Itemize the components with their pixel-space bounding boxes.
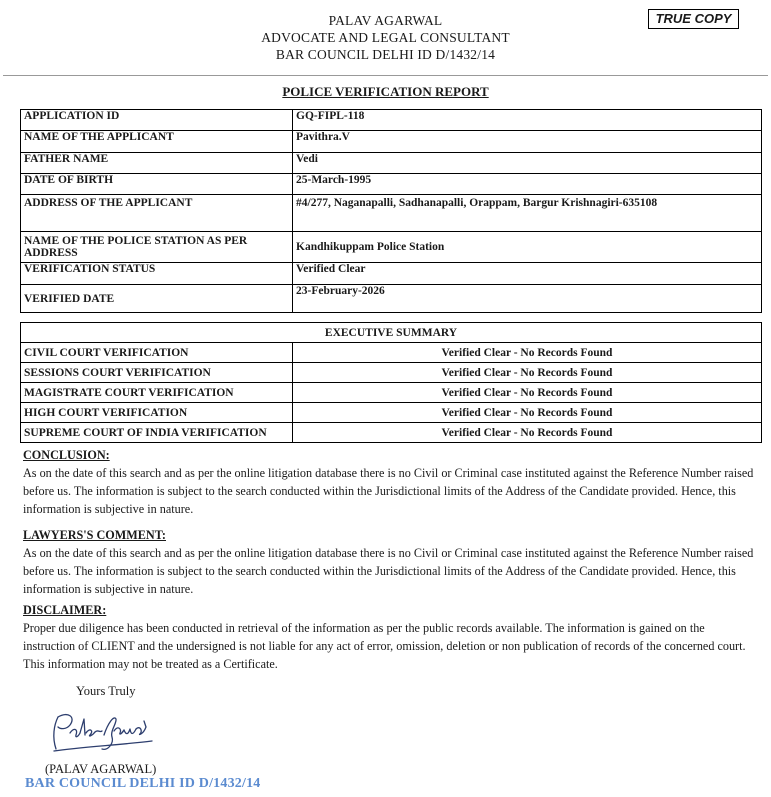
row-label: SESSIONS COURT VERIFICATION (21, 363, 293, 383)
row-label: APPLICATION ID (21, 110, 293, 131)
row-label: MAGISTRATE COURT VERIFICATION (21, 383, 293, 403)
row-label: HIGH COURT VERIFICATION (21, 403, 293, 423)
row-value: Verified Clear - No Records Found (293, 383, 762, 403)
signature-image (40, 705, 160, 760)
row-value: Verified Clear (293, 263, 762, 285)
conclusion-text: As on the date of this search and as per the online litigation database there is no Civil or Criminal case instituted against the Reference Number raised before us. The information is subject to the search conducted within the Jurisdictional limits of the Address of the Candidate provided. Hence, this information is subjective in nature. (23, 466, 754, 516)
table-row (21, 232, 762, 263)
row-label: CIVIL COURT VERIFICATION (21, 343, 293, 363)
row-label: VERIFIED DATE (21, 285, 293, 313)
row-value: Pavithra.V (293, 131, 762, 153)
row-value: GQ-FIPL-118 (293, 110, 762, 131)
row-label: VERIFICATION STATUS (21, 263, 293, 285)
row-value: 23-February-2026 (293, 285, 762, 313)
row-value: Verified Clear - No Records Found (293, 423, 762, 443)
row-label: DATE OF BIRTH (21, 174, 293, 195)
bar-council-id: BAR COUNCIL DELHI ID D/1432/14 (275, 47, 496, 62)
advocate-name: PALAV AGARWAL (328, 13, 443, 28)
row-value: Verified Clear - No Records Found (293, 403, 762, 423)
lawyers-comment-text: As on the date of this search and as per the online litigation database there is no Civil or Criminal case instituted against the Reference Number raised before us. The information is subject to the search conducted within the Jurisdictional limits of the Address of the Candidate provided. Hence, this information is subjective in nature. (23, 546, 754, 596)
report-title: POLICE VERIFICATION REPORT (282, 84, 489, 99)
applicant-details-table (20, 109, 762, 313)
summary-heading: EXECUTIVE SUMMARY (21, 323, 762, 343)
disclaimer-section (23, 601, 758, 673)
row-value: Verified Clear - No Records Found (293, 343, 762, 363)
table-header-row (21, 323, 762, 343)
table-row (21, 363, 762, 383)
row-label: ADDRESS OF THE APPLICANT (21, 195, 293, 232)
row-label: SUPREME COURT OF INDIA VERIFICATION (21, 423, 293, 443)
table-row (21, 131, 762, 153)
row-value: Verified Clear - No Records Found (293, 363, 762, 383)
signatory-name: (PALAV AGARWAL) (45, 762, 157, 776)
table-row (21, 383, 762, 403)
disclaimer-text: Proper due diligence has been conducted in retrieval of the information as per the public records available. The information is gained on the instruction of CLIENT and the undersigned is not liable for any act of error, omission, deletion or non publication of records of the concerned court. This information may not be treated as a Certificate. (23, 621, 746, 671)
table-row (21, 285, 762, 313)
row-label: NAME OF THE POLICE STATION AS PER ADDRESS (21, 232, 293, 263)
row-label: NAME OF THE APPLICANT (21, 131, 293, 153)
row-label: FATHER NAME (21, 153, 293, 174)
conclusion-heading: CONCLUSION: (23, 448, 110, 462)
table-row (21, 195, 762, 232)
signatory-bar-id: BAR COUNCIL DELHI ID D/1432/14 (25, 776, 261, 791)
conclusion-section (23, 446, 758, 518)
executive-summary-table (20, 322, 762, 443)
lawyers-comment-heading: LAWYERS'S COMMENT: (23, 528, 166, 542)
table-row (21, 174, 762, 195)
row-value: Vedi (293, 153, 762, 174)
advocate-title: ADVOCATE AND LEGAL CONSULTANT (261, 30, 510, 45)
lawyers-comment-section (23, 526, 758, 598)
true-copy-stamp: TRUE COPY (648, 9, 739, 29)
disclaimer-heading: DISCLAIMER: (23, 603, 107, 617)
row-value: Kandhikuppam Police Station (293, 232, 762, 263)
table-row (21, 403, 762, 423)
row-value: #4/277, Naganapalli, Sadhanapalli, Orappam, Bargur Krishnagiri-635108 (293, 195, 762, 232)
header-divider (3, 75, 768, 76)
table-row (21, 110, 762, 131)
table-row (21, 153, 762, 174)
table-row (21, 423, 762, 443)
row-value: 25-March-1995 (293, 174, 762, 195)
table-row (21, 343, 762, 363)
table-row (21, 263, 762, 285)
closing-salutation: Yours Truly (76, 684, 136, 698)
